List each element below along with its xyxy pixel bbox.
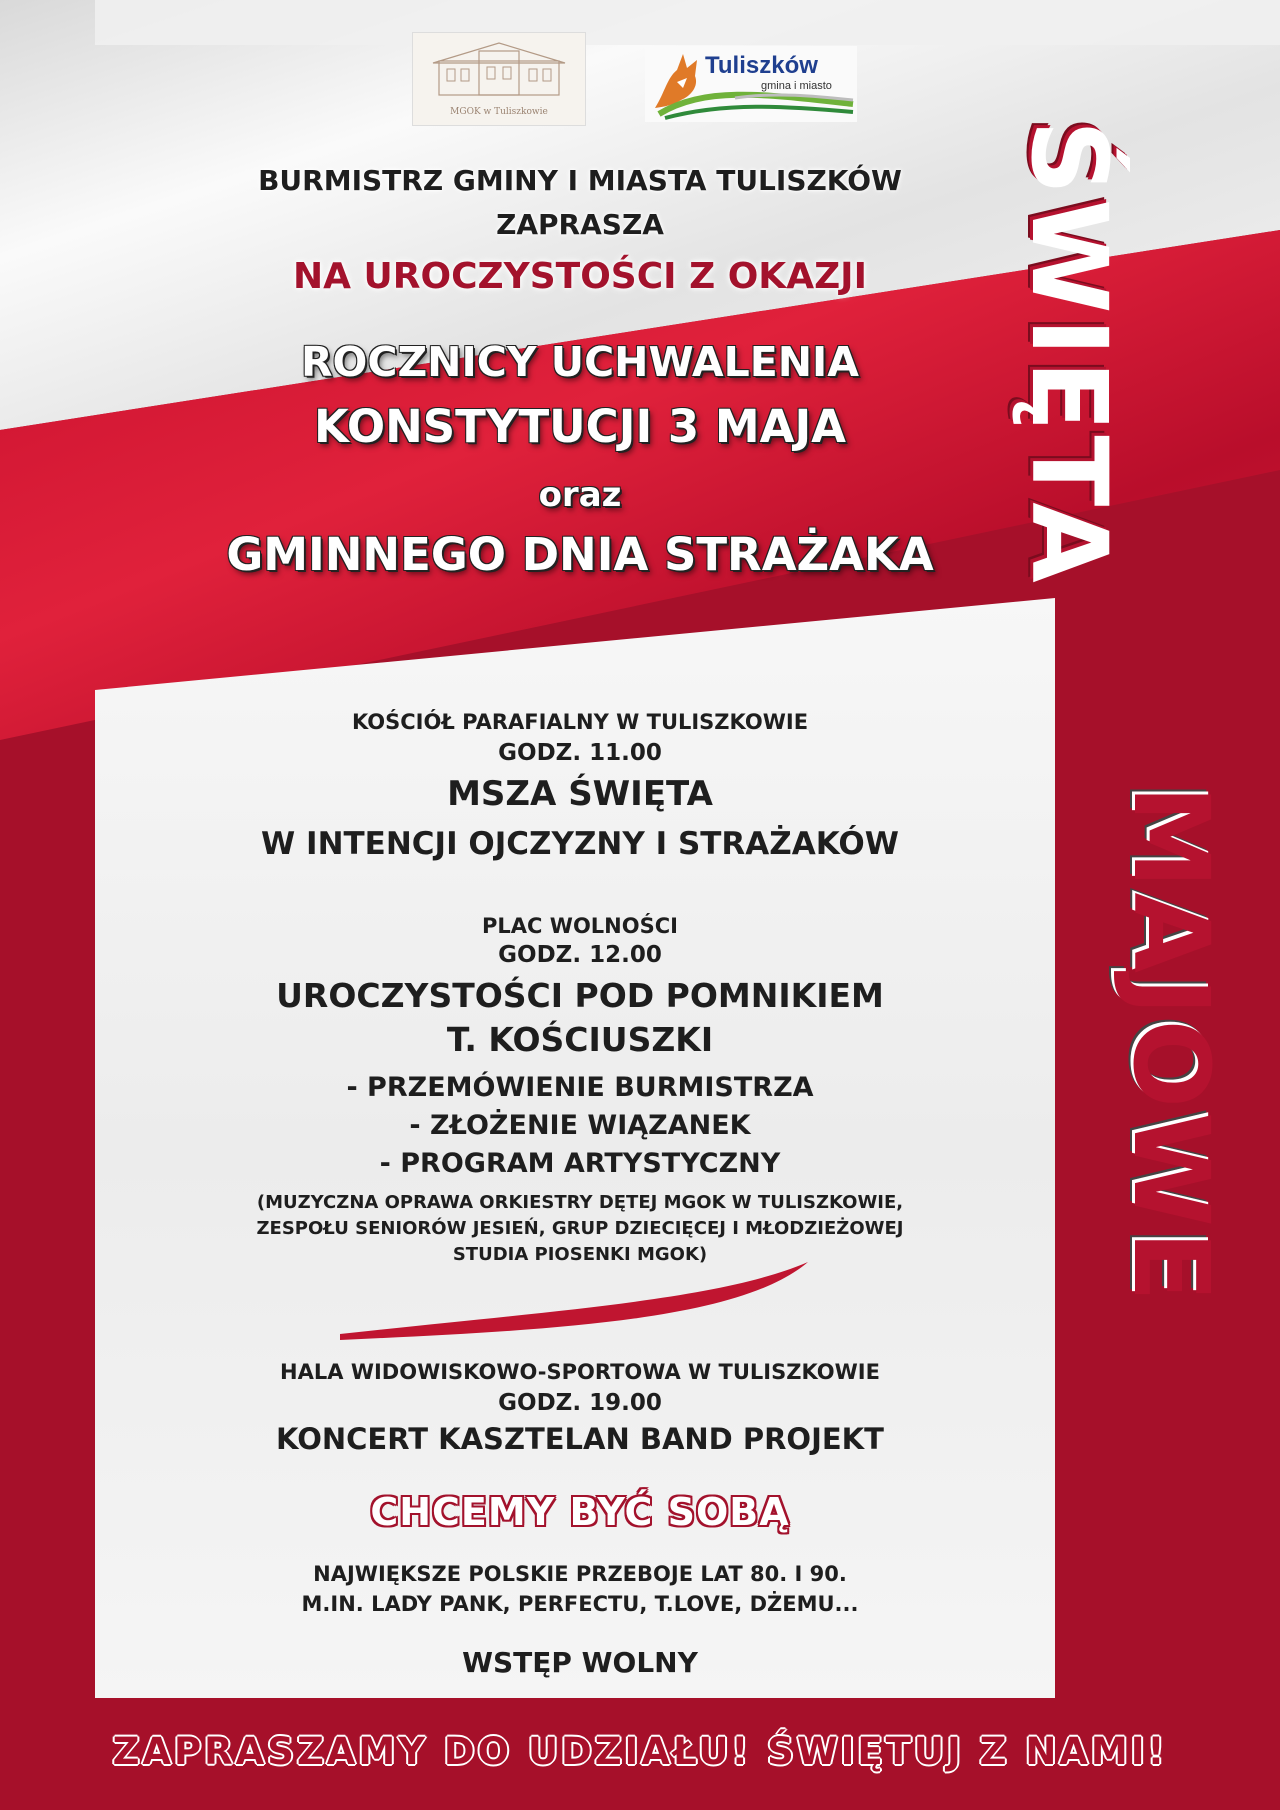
mgok-logo-label: MGOK w Tuliszkowie (450, 107, 548, 117)
invitation-line1: BURMISTRZ GMINY I MIASTA TULISZKÓW (258, 164, 902, 197)
event2-name1: UROCZYSTOŚCI POD POMNIKIEM (276, 976, 884, 1015)
event2-note-line3: STUDIA PIOSENKI MGOK) (452, 1244, 708, 1265)
event3-entry: WSTĘP WOLNY (462, 1646, 698, 1679)
main-title-line2: KONSTYTUCJI 3 MAJA (313, 400, 847, 453)
manor-house-icon (413, 33, 585, 103)
event2-time: GODZ. 12.00 (498, 942, 662, 968)
event2-name2: T. KOŚCIUSZKI (446, 1020, 714, 1059)
event3-desc-line1: NAJWIĘKSZE POLSKIE PRZEBOJE LAT 80. I 90. (313, 1562, 847, 1586)
event3-time: GODZ. 19.00 (498, 1390, 662, 1416)
tuliszkow-logo-sub: gmina i miasto (761, 80, 832, 92)
event1-detail: W INTENCJI OJCZYZNY I STRAŻAKÓW (261, 826, 899, 862)
side-title-word1: ŚWIĘTA (1008, 120, 1130, 587)
event2-item: - ZŁOŻENIE WIĄZANEK (409, 1110, 751, 1141)
event3-desc-line2: M.IN. LADY PANK, PERFECTU, T.LOVE, DŻEMU... (301, 1592, 859, 1616)
side-title-word2: MAJOWE (1110, 785, 1232, 1306)
event2-item: - PROGRAM ARTYSTYCZNY (379, 1148, 781, 1179)
event1-place: KOŚCIÓŁ PARAFIALNY W TULISZKOWIE (351, 710, 809, 734)
event2-item: - PRZEMÓWIENIE BURMISTRZA (346, 1072, 814, 1103)
event2-place: PLAC WOLNOŚCI (482, 914, 678, 938)
event1-name: MSZA ŚWIĘTA (447, 774, 713, 814)
tuliszkow-logo (645, 46, 857, 122)
event3-show-title: CHCEMY BYĆ SOBĄ (370, 1490, 790, 1534)
event2-note-line1: (MUZYCZNA OPRAWA ORKIESTRY DĘTEJ MGOK W TULISZKOWIE, (256, 1192, 904, 1213)
event3-place: HALA WIDOWISKOWO-SPORTOWA W TULISZKOWIE (280, 1360, 880, 1384)
main-title-line3: GMINNEGO DNIA STRAŻAKA (226, 528, 934, 581)
invitation-line2: ZAPRASZA (496, 208, 664, 241)
tuliszkow-logo-name: Tuliszków (705, 52, 818, 79)
event2-note-line2: ZESPOŁU SENIORÓW JESIEŃ, GRUP DZIECIĘCEJ I MŁODZIEŻOWEJ (256, 1218, 904, 1239)
footer-tagline: ZAPRASZAMY DO UDZIAŁU! ŚWIĘTUJ Z NAMI! (112, 1730, 1168, 1773)
event1-time: GODZ. 11.00 (498, 740, 662, 766)
main-title-line1: ROCZNICY UCHWALENIA (300, 338, 860, 386)
invitation-line3: NA UROCZYSTOŚCI Z OKAZJI (293, 256, 867, 297)
mgok-logo (412, 32, 586, 126)
main-title-conj: oraz (538, 475, 622, 515)
event3-name: KONCERT KASZTELAN BAND PROJEKT (276, 1422, 884, 1456)
green-waves-icon (645, 46, 857, 122)
